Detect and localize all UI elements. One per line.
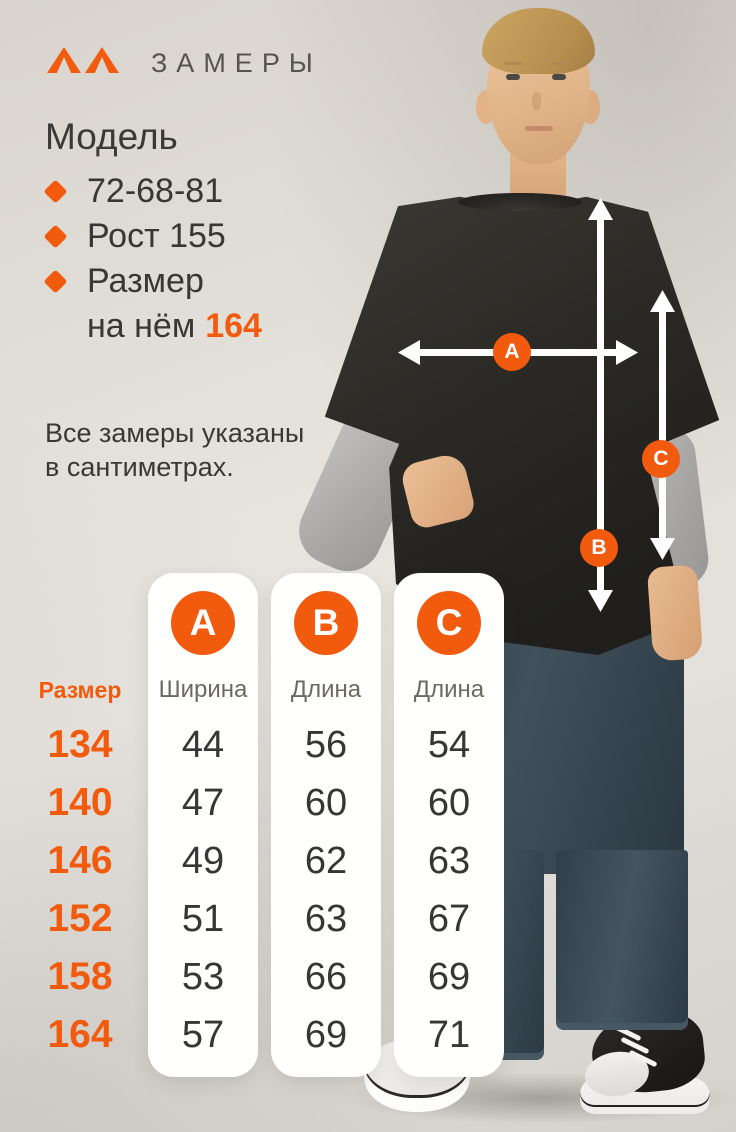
eyebrow [504,62,522,65]
model-size-line2: на нём [87,307,196,345]
size-label: 146 [47,839,113,882]
size-label: 158 [47,955,113,998]
model-size-line1: Размер [87,262,204,300]
eyebrow [551,62,569,65]
table-cell: 56 [304,724,348,766]
table-cell: 63 [427,840,471,882]
table-cell: 69 [304,1014,348,1056]
measure-badge-a: A [493,333,531,371]
size-label: 134 [47,723,113,766]
mouth [525,126,553,131]
table-cell: 62 [304,840,348,882]
model-heading: Модель [45,116,178,157]
model-height: Рост 155 [87,217,226,255]
table-cell: 63 [304,898,348,940]
column-label: Длина [290,676,362,703]
size-column-header: Размер [38,677,122,703]
size-label: 152 [47,897,113,940]
jeans-right-leg [556,850,688,1030]
table-cell: 49 [181,840,225,882]
page-title: ЗАМЕРЫ [151,48,322,78]
diamond-bullet-icon [43,269,67,293]
nose [532,92,541,110]
list-item [45,304,262,349]
tshirt-collar [458,193,582,211]
table-cell: 47 [181,782,225,824]
measure-badge-b: B [580,529,618,567]
measurement-column-b [271,573,381,1077]
measurement-column-c [394,573,504,1077]
hand [647,564,703,661]
table-cell: 60 [427,782,471,824]
units-note: Все замеры указаны в сантиметрах. [45,418,305,482]
chevron-icon [47,47,81,73]
table-cell: 66 [304,956,348,998]
column-label: Ширина [158,676,248,703]
list-item [45,259,262,304]
size-label: 164 [47,1013,113,1056]
table-cell: 53 [181,956,225,998]
table-cell: 51 [181,898,225,940]
table-cell: 69 [427,956,471,998]
chevron-icon [85,47,119,73]
measure-badge-c: C [642,440,680,478]
table-cell: 54 [427,724,471,766]
table-cell: 57 [181,1014,225,1056]
eye [552,74,566,80]
table-cell: 67 [427,898,471,940]
size-label: 140 [47,781,113,824]
model-parameters: 72-68-81 [87,172,224,210]
brand-logo [47,47,119,73]
diamond-bullet-icon [43,224,67,248]
model-bullet-list [45,169,262,349]
list-item [45,214,262,259]
list-item [45,169,262,214]
hair [482,8,595,74]
table-cell: 71 [427,1014,471,1056]
table-cell: 60 [304,782,348,824]
badge-c: C [417,591,481,655]
model-size-value: 164 [205,307,262,345]
diamond-bullet-icon [43,179,67,203]
badge-b: B [294,591,358,655]
table-cell: 44 [181,724,225,766]
measurement-column-a [148,573,258,1077]
badge-a: A [171,591,235,655]
eye [506,74,520,80]
column-label: Длина [413,676,485,703]
